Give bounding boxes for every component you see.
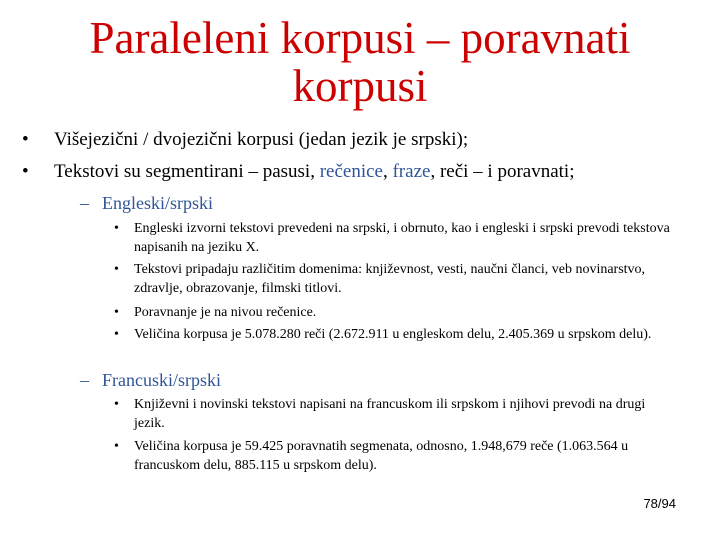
highlight-term-sentences: rečenice: [319, 161, 383, 182]
bullet-text: Višejezični / dvojezični korpusi (jedan jezik je srpski);: [54, 129, 469, 150]
slide-title-line-1: Paraleleni korpusi – poravnati: [89, 13, 631, 63]
sub-bullet-item: [114, 325, 674, 344]
sub-bullet-item: [114, 260, 674, 298]
sub-bullet-text: Poravnanje je na nivou rečenice.: [134, 305, 317, 320]
sub-bullet-marker: •: [114, 262, 119, 277]
section-heading-french-serbian: [80, 369, 221, 391]
sub-bullet-text: Književni i novinski tekstovi napisani na francuskom ili srpskom i njihovi prevodi na drugi jezik.: [134, 397, 646, 431]
sub-bullet-item: [114, 395, 674, 433]
slide-title: [0, 14, 720, 110]
sub-bullet-marker: •: [114, 439, 119, 454]
sub-bullet-item: [114, 219, 674, 257]
slide-title-line-2: korpusi: [292, 61, 428, 111]
highlight-term-phrases: fraze: [392, 161, 431, 182]
sub-bullet-text: Veličina korpusa je 59.425 poravnatih segmenata, odnosno, 1.948,679 reče (1.063.564 u francuskom delu, 885.115 u srpskom delu).: [134, 439, 629, 473]
sub-bullet-marker: •: [114, 397, 119, 412]
bullet-text-part: Tekstovi su segmentirani – pasusi,: [54, 161, 320, 182]
sub-bullet-text: Engleski izvorni tekstovi prevedeni na srpski, i obrnuto, kao i engleski i srpski prevodi tekstova napisanih na jeziku X.: [134, 221, 670, 255]
sub-bullet-item: [114, 437, 674, 475]
bullet-marker: •: [22, 161, 29, 182]
sub-bullet-text: Veličina korpusa je 5.078.280 reči (2.672.911 u engleskom delu, 2.405.369 u srpskom delu).: [134, 327, 652, 342]
bullet-text: [54, 160, 574, 184]
sub-bullet-marker: •: [114, 221, 119, 236]
page-number: 78/94: [643, 496, 676, 511]
section-heading-text: Engleski/srpski: [102, 193, 213, 213]
section-heading-text: Francuski/srpski: [102, 370, 221, 390]
bullet-text-separator: ,: [382, 161, 393, 182]
bullet-marker: •: [22, 129, 29, 150]
bullet-text-part: , reči – i poravnati;: [430, 161, 575, 182]
dash-marker: –: [80, 370, 89, 390]
section-heading-english-serbian: [80, 192, 213, 214]
dash-marker: –: [80, 193, 89, 213]
sub-bullet-marker: •: [114, 327, 119, 342]
sub-bullet-text: Tekstovi pripadaju različitim domenima: književnost, vesti, naučni članci, veb novinarstvo, zdravlje, obrazovanje, filmski titlovi.: [134, 262, 646, 296]
sub-bullet-item: [114, 303, 674, 322]
sub-bullet-marker: •: [114, 305, 119, 320]
